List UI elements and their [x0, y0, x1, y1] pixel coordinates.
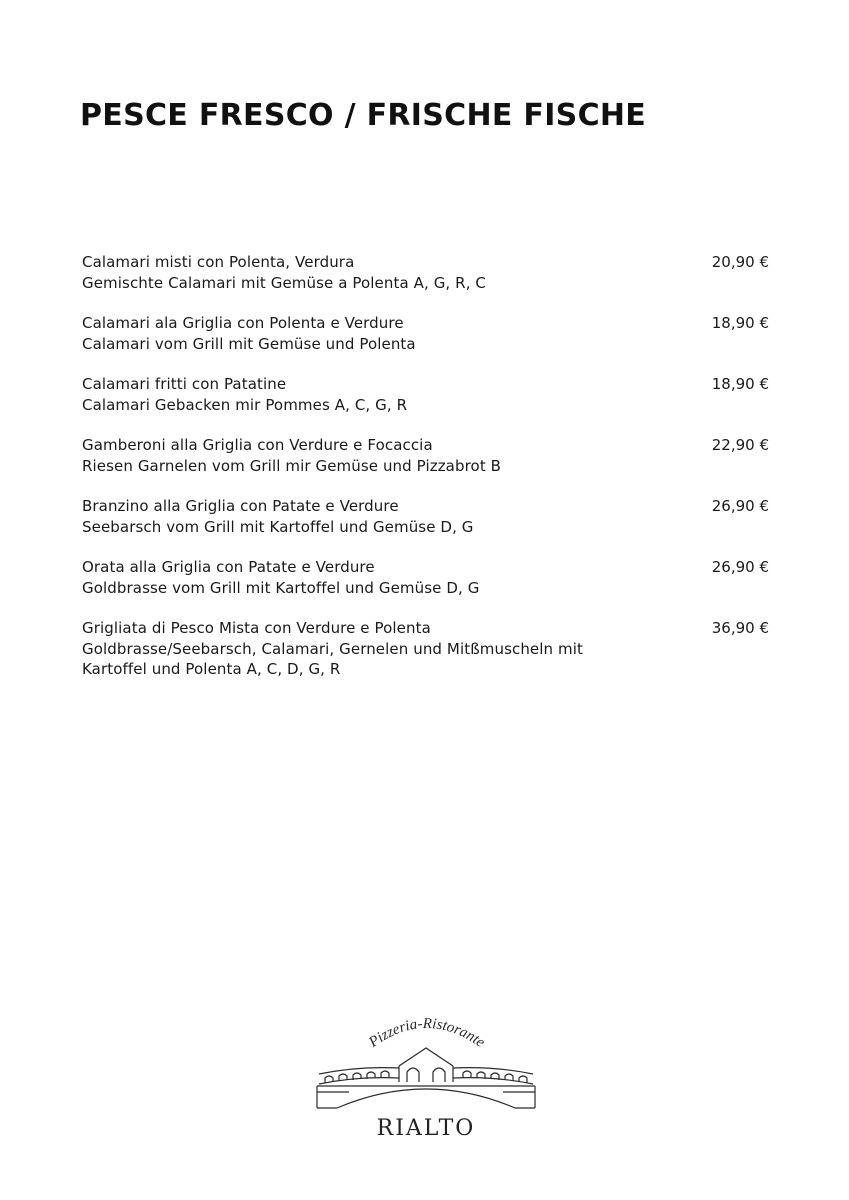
menu-item-price: 22,90 €: [711, 436, 769, 454]
menu-item-description: [82, 496, 682, 537]
menu-item: [82, 557, 772, 618]
menu-item-price: 26,90 €: [711, 497, 769, 515]
logo-arc-text: Pizzeria-Ristorante: [366, 1015, 488, 1051]
menu-item-name-italian: Orata alla Griglia con Patate e Verdure: [82, 558, 375, 576]
menu-item-price: 36,90 €: [711, 619, 769, 637]
menu-item-description: [82, 618, 682, 680]
menu-item-name-german: Calamari vom Grill mit Gemüse und Polenta: [82, 334, 416, 353]
menu-item-name-german: Goldbrasse/Seebarsch, Calamari, Gernelen und Mitßmuscheln mit: [82, 639, 583, 658]
menu-item-name-italian: Branzino alla Griglia con Patate e Verdure: [82, 497, 399, 515]
menu-item: [82, 374, 772, 435]
menu-item: [82, 496, 772, 557]
menu-list: [82, 252, 772, 702]
menu-item-description: [82, 435, 682, 476]
menu-item-name-german-continued: Kartoffel und Polenta A, C, D, G, R: [82, 660, 341, 678]
menu-item-name-german: Gemischte Calamari mit Gemüse a Polenta A, G, R, C: [82, 273, 487, 292]
menu-item: [82, 252, 772, 313]
menu-item: [82, 618, 772, 702]
menu-item-name-italian: Calamari fritti con Patatine: [82, 375, 287, 393]
page-title: PESCE FRESCO / FRISCHE FISCHE: [80, 98, 647, 133]
menu-item-name-italian: Grigliata di Pesco Mista con Verdure e Polenta: [82, 619, 431, 637]
menu-item-price: 18,90 €: [711, 314, 769, 332]
restaurant-logo: [313, 1008, 539, 1148]
menu-item: [82, 313, 772, 374]
rialto-bridge-icon: [313, 1008, 539, 1118]
menu-item-name-german: Goldbrasse vom Grill mit Kartoffel und Gemüse D, G: [82, 578, 480, 597]
menu-item-name-german: Riesen Garnelen vom Grill mir Gemüse und Pizzabrot B: [82, 456, 502, 475]
menu-item-name-german: Calamari Gebacken mir Pommes A, C, G, R: [82, 395, 408, 414]
menu-item-price: 18,90 €: [711, 375, 769, 393]
menu-item-description: [82, 374, 682, 415]
menu-item-name-german: Seebarsch vom Grill mit Kartoffel und Gemüse D, G: [82, 517, 474, 536]
menu-item-name-italian: Calamari misti con Polenta, Verdura: [82, 253, 355, 271]
menu-item: [82, 435, 772, 496]
menu-item-description: [82, 557, 682, 598]
menu-item-name-italian: Gamberoni alla Griglia con Verdure e Focaccia: [82, 436, 433, 454]
menu-item-description: [82, 313, 682, 354]
menu-item-name-italian: Calamari ala Griglia con Polenta e Verdure: [82, 314, 404, 332]
menu-item-price: 20,90 €: [711, 253, 769, 271]
menu-item-price: 26,90 €: [711, 558, 769, 576]
menu-item-description: [82, 252, 682, 293]
logo-name: RIALTO: [376, 1116, 476, 1141]
